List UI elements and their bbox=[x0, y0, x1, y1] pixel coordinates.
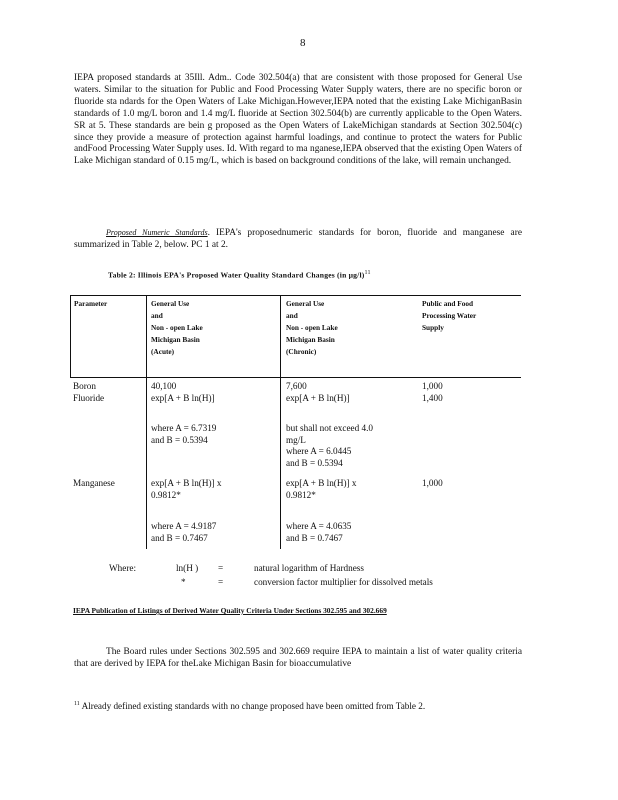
table-top-rule bbox=[70, 295, 521, 296]
definition-equals: = bbox=[218, 563, 224, 573]
definition-text: conversion factor multiplier for dissolved metals bbox=[254, 577, 433, 587]
header-parameter: Parameter bbox=[74, 299, 108, 308]
table-caption: Table 2: Illinois EPA's Proposed Water Quality Standard Changes (in µg/l)$^{11}$ bbox=[108, 270, 371, 280]
definition-symbol: ln(H ) bbox=[176, 563, 199, 573]
acute-manganese-coefficients: where A = 4.9187 and B = 0.7467 bbox=[151, 521, 217, 543]
section-heading: IEPA Publication of Listings of Derived Water Quality Criteria Under Sections 302.595 and 302.669 bbox=[73, 606, 387, 615]
header-chronic: General Use and Non - open Lake Michigan Basin (Chronic) bbox=[286, 299, 338, 356]
paragraph-numeric-standards bbox=[74, 227, 522, 252]
table-column-divider bbox=[280, 295, 281, 549]
chronic-manganese-coefficients: where A = 4.0635 and B = 0.7467 bbox=[286, 521, 352, 543]
definition-equals: = bbox=[218, 577, 224, 587]
page-number: 8 bbox=[300, 37, 306, 49]
footnote bbox=[74, 698, 524, 712]
chronic-fluoride-extra: but shall not exceed 4.0 mg/L where A = 6.0445 and B = 0.5394 bbox=[286, 423, 374, 468]
footnote-number: 11 bbox=[74, 701, 80, 707]
paragraph-text: . IEPA's proposednumeric standards for boron, fluoride and manganese are summarized in Table 2, below. PC 1 at 2. bbox=[74, 228, 522, 250]
header-acute: General Use and Non - open Lake Michigan Basin (Acute) bbox=[151, 299, 203, 356]
acute-fluoride-coefficients: where A = 6.7319 and B = 0.5394 bbox=[151, 423, 217, 445]
acute-boron-fluoride: 40,100 exp[A + B ln(H)] bbox=[151, 381, 215, 403]
definitions-label: Where: bbox=[109, 563, 137, 573]
paragraph-board-rules bbox=[74, 647, 522, 671]
table-column-divider bbox=[70, 295, 71, 377]
definition-text: natural logarithm of Hardness bbox=[254, 563, 364, 573]
public-boron: 1,000 bbox=[422, 381, 443, 391]
acute-manganese: exp[A + B ln(H)] x 0.9812* bbox=[151, 478, 222, 500]
paragraph-text: The Board rules under Sections 302.595 and 302.669 require IEPA to maintain a list of water quality criteria that are derived by IEPA for theLake Michigan Basin for bioaccumulative bbox=[74, 647, 522, 669]
paragraph-text: IEPA proposed standards at 35Ill. Adm.. Code 302.504(a) that are consistent with those proposed for General Use waters. Similar to the situation for Public and Food Processing Water Supply waters, there are no specific boron or fluoride sta ndards for the Open Waters of Lake Michigan.However,IEPA noted that the existing Lake MichiganBasin standards of 1.0 mg/L boron and 1.4 mg/L fluoride at Section 302.504(b) are currently applicable to the Open Waters. SR at 5. These standards are bein g proposed as the Open Waters of LakeMichigan standards at Section 302.504(c) since they provide a measure of protection against harmful loadings, and continue to protect the waters for Public andFood Processing Water Supply uses. Id. With regard to ma nganese,IEPA observed that the existing Open Waters of Lake Michigan standard of 0.15 mg/L, which is based on background conditions of the lake, will remain unchanged. bbox=[74, 73, 522, 167]
definition-symbol: * bbox=[181, 577, 186, 587]
footnote-text: Already defined existing standards with no change proposed have been omitted from Table 2. bbox=[81, 701, 426, 712]
proposed-numeric-standards-heading: Proposed Numeric Standards bbox=[106, 228, 208, 237]
parameter-boron: Boron bbox=[73, 381, 96, 391]
chronic-boron-fluoride: 7,600 exp[A + B ln(H)] bbox=[286, 381, 350, 403]
footnote-ref: 11 bbox=[364, 270, 371, 276]
header-public-supply: Public and Food Processing Water Supply bbox=[422, 299, 477, 332]
public-fluoride: 1,400 bbox=[422, 393, 443, 403]
paragraph-standards-intro bbox=[74, 73, 522, 168]
table-header-rule bbox=[70, 377, 521, 378]
parameter-fluoride: Fluoride bbox=[73, 393, 105, 403]
public-manganese: 1,000 bbox=[422, 478, 443, 488]
chronic-manganese: exp[A + B ln(H)] x 0.9812* bbox=[286, 478, 357, 500]
parameter-manganese: Manganese bbox=[73, 478, 115, 488]
table-column-divider bbox=[146, 295, 147, 549]
